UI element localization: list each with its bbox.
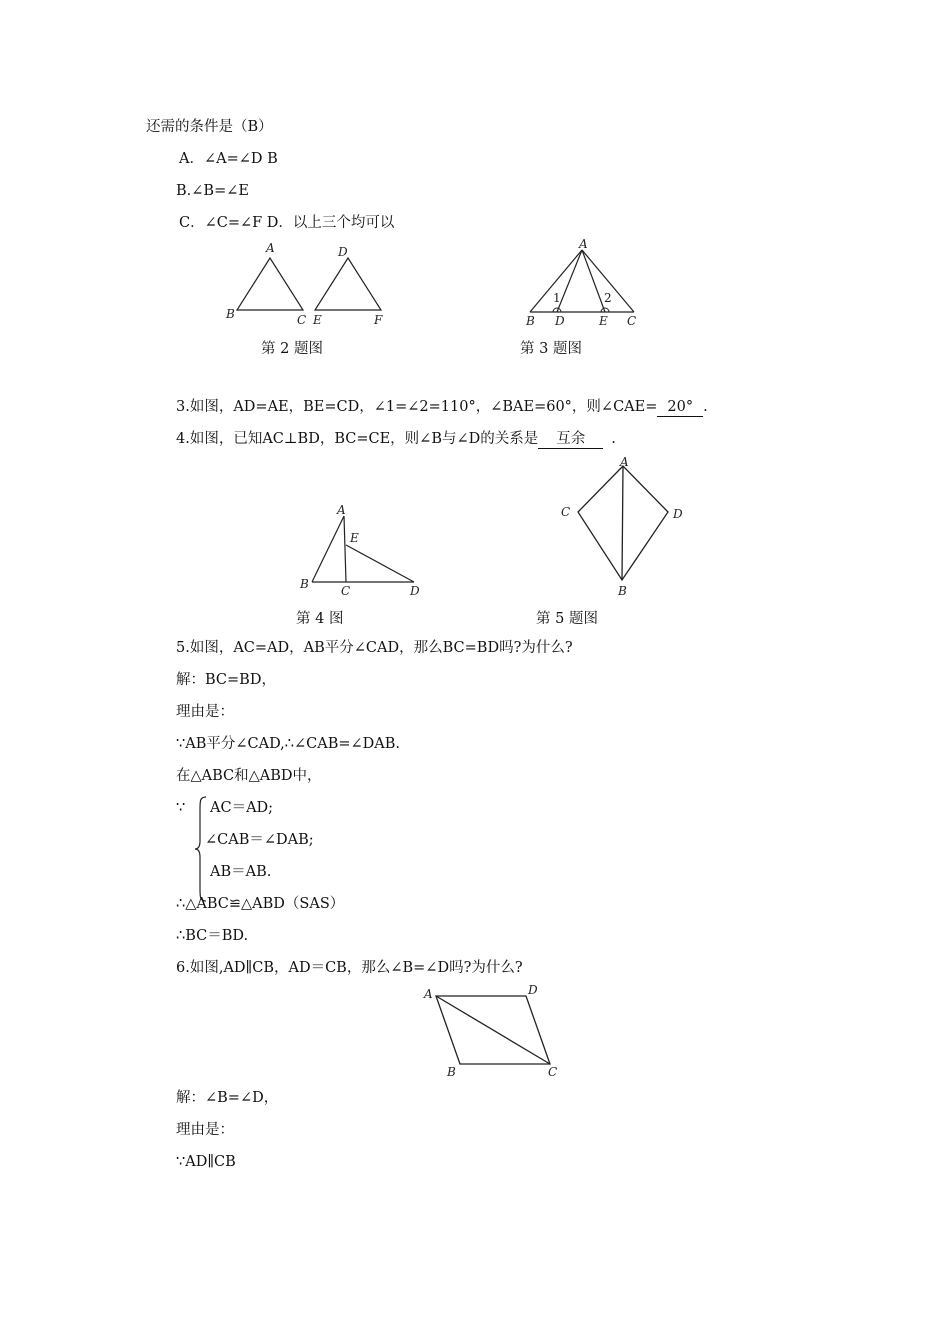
q2-option-cd: C．∠C=∠F D．以上三个均可以: [179, 215, 395, 231]
q6-text: 6.如图,AD∥CB，AD＝CB，那么∠B=∠D吗?为什么?: [176, 960, 523, 976]
figure-4: [296, 500, 431, 600]
q4-period: .: [611, 431, 616, 447]
q2-option-a: A．∠A=∠D B: [179, 151, 278, 167]
label-c: C: [548, 1065, 558, 1079]
label-e: E: [599, 314, 608, 328]
label-f: F: [374, 313, 383, 327]
label-b: B: [618, 584, 627, 598]
figure-3: [520, 236, 650, 331]
angle-1-label: 1: [553, 291, 561, 305]
label-d: D: [555, 314, 565, 328]
label-b: B: [226, 307, 235, 321]
q5-solution: 解：BC=BD，: [176, 672, 276, 688]
label-d: D: [410, 584, 420, 598]
q3-period: .: [703, 399, 708, 415]
triangle-def: [315, 258, 381, 310]
q5-reason: 理由是：: [176, 704, 234, 720]
label-c: C: [341, 584, 351, 598]
q5-condition-3: AB＝AB.: [210, 864, 272, 880]
figure-2: [220, 240, 400, 335]
q3-question: 3.如图，AD=AE，BE=CD，∠1=∠2=110°，∠BAE=60°，则∠CAE=: [176, 399, 658, 415]
q3-answer: 20°: [657, 398, 703, 417]
figure-5-caption: 第 5 题图: [536, 611, 598, 627]
figure-4-caption: 第 4 图: [296, 611, 344, 627]
q6-reason: 理由是：: [176, 1122, 234, 1138]
figure-3-caption: 第 3 题图: [520, 341, 582, 357]
label-c: C: [561, 505, 571, 519]
label-c: C: [627, 314, 637, 328]
label-e: E: [313, 313, 322, 327]
q6-solution: 解：∠B=∠D，: [176, 1090, 279, 1106]
label-d: D: [528, 983, 538, 997]
label-b: B: [526, 314, 535, 328]
label-d: D: [673, 507, 683, 521]
label-b: B: [447, 1065, 456, 1079]
angle-2-label: 2: [604, 291, 612, 305]
q6-line-1: ∵AD∥CB: [176, 1154, 236, 1170]
q5-because: ∵: [176, 800, 186, 816]
q2-stem: 还需的条件是（B）: [146, 119, 273, 135]
q2-option-b: B.∠B=∠E: [176, 183, 249, 199]
q5-condition-1: AC＝AD;: [210, 800, 274, 816]
q5-line-1: ∵AB平分∠CAD,∴∠CAB=∠DAB.: [176, 736, 401, 752]
q5-line-4: ∴BC＝BD.: [176, 928, 249, 944]
q4-question: 4.如图，已知AC⊥BD，BC=CE，则∠B与∠D的关系是: [176, 431, 539, 447]
triangle-abc: [237, 258, 303, 310]
label-d: D: [338, 245, 348, 259]
q4-text: [176, 430, 616, 449]
q5-line-3: ∴△ABC≌△ABD（SAS）: [176, 896, 345, 912]
q5-line-2: 在△ABC和△ABD中，: [176, 768, 322, 784]
label-a: A: [579, 237, 588, 251]
label-a: A: [337, 503, 346, 517]
label-a: A: [266, 241, 275, 255]
q3-text: [176, 398, 708, 417]
label-c: C: [297, 313, 307, 327]
figure-2-caption: 第 2 题图: [261, 341, 323, 357]
q5-condition-2: ∠CAB＝∠DAB;: [205, 832, 314, 848]
figure-5: [556, 454, 696, 602]
label-a: A: [424, 987, 433, 1001]
q5-text: 5.如图，AC=AD，AB平分∠CAD，那么BC=BD吗?为什么?: [176, 640, 573, 656]
label-e: E: [350, 531, 359, 545]
figure-6: [420, 982, 570, 1082]
label-b: B: [300, 577, 309, 591]
q4-answer: 互余: [538, 430, 603, 449]
brace-icon: [194, 795, 208, 903]
label-a: A: [620, 455, 629, 469]
